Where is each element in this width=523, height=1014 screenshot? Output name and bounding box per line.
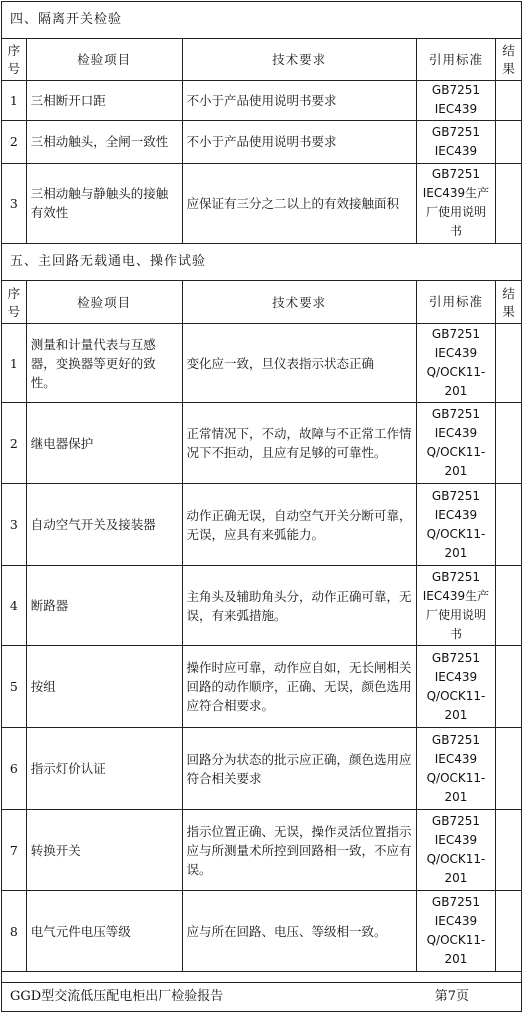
row-result: [496, 484, 521, 566]
row-req: 主角头及辅助角头分，动作正确可靠，无误，有来弧措施。: [182, 566, 416, 646]
row-item: 三相断开口距: [26, 80, 182, 120]
row-std: GB7251 IEC439: [416, 120, 495, 163]
row-item: 指示灯价认证: [26, 728, 182, 810]
row-result: [496, 891, 521, 972]
row-std: GB7251 IEC439 Q/OCK11-201: [416, 403, 495, 484]
row-std: GB7251 IEC439: [416, 80, 495, 120]
row-std: GB7251 IEC439 Q/OCK11-201: [416, 891, 495, 972]
row-no: 8: [2, 891, 26, 972]
table-row: [2, 728, 521, 810]
row-req: 操作时应可靠，动作应自如，无长闸相关回路的动作顺序，正确、无误，颜色选用应符合相要求。: [182, 646, 416, 728]
row-req: 变化应一致，旦仪表指示状态正确: [182, 324, 416, 403]
row-no: 1: [2, 324, 26, 403]
table-row: [2, 80, 521, 120]
row-req: 指示位置正确、无误，操作灵活位置指示应与所测量术所控到回路相一致，不应有误。: [182, 810, 416, 891]
row-result: [496, 728, 521, 810]
header-req: 技术要求: [182, 39, 416, 80]
row-std: GB7251 IEC439生产厂使用说明书: [416, 163, 495, 243]
row-item: 断路器: [26, 566, 182, 646]
row-no: 3: [2, 163, 26, 243]
row-item: 三相动触与静触头的接触有效性: [26, 163, 182, 243]
row-std: GB7251 IEC439 Q/OCK11-201: [416, 646, 495, 728]
table-row: [2, 810, 521, 891]
section4-header-row: [2, 39, 521, 80]
row-item: 继电器保护: [26, 403, 182, 484]
table-row: [2, 891, 521, 972]
row-result: [496, 566, 521, 646]
row-item: 三相动触头，全闸一致性: [26, 120, 182, 163]
row-result: [496, 324, 521, 403]
row-item: 电气元件电压等级: [26, 891, 182, 972]
row-req: 不小于产品使用说明书要求: [182, 80, 416, 120]
page-footer: [2, 982, 521, 1011]
row-result: [496, 163, 521, 243]
row-req: 动作正确无误，自动空气开关分断可靠，无误，应具有来弧能力。: [182, 484, 416, 566]
table-row: [2, 163, 521, 243]
row-result: [496, 403, 521, 484]
section4-table: [2, 39, 521, 244]
row-req: 应与所在回路、电压、等级相一致。: [182, 891, 416, 972]
row-std: GB7251 IEC439 Q/OCK11-201: [416, 810, 495, 891]
row-item: 转换开关: [26, 810, 182, 891]
header-no: 序号: [2, 281, 26, 324]
section5-header-row: [2, 281, 521, 324]
table-row: [2, 403, 521, 484]
section5-table: [2, 281, 521, 973]
table-row: [2, 120, 521, 163]
table-row: [2, 566, 521, 646]
row-no: 7: [2, 810, 26, 891]
header-std: 引用标准: [416, 281, 495, 324]
row-result: [496, 646, 521, 728]
report-title: GGD型交流低压配电柜出厂检验报告: [10, 989, 224, 1004]
row-item: 自动空气开关及接装器: [26, 484, 182, 566]
row-result: [496, 120, 521, 163]
row-std: GB7251 IEC439生产厂使用说明书: [416, 566, 495, 646]
header-no: 序号: [2, 39, 26, 80]
section4-title: 四、隔离开关检验: [2, 2, 521, 39]
row-req: 应保证有三分之二以上的有效接触面积: [182, 163, 416, 243]
header-item: 检验项目: [26, 281, 182, 324]
row-req: 正常情况下，不动，故障与不正常工作情况下不拒动，且应有足够的可靠性。: [182, 403, 416, 484]
section5-title: 五、主回路无载通电、操作试验: [2, 244, 521, 281]
row-no: 1: [2, 80, 26, 120]
row-no: 5: [2, 646, 26, 728]
table-row: [2, 324, 521, 403]
row-req: 回路分为状态的批示应正确，颜色选用应符合相关要求: [182, 728, 416, 810]
row-req: 不小于产品使用说明书要求: [182, 120, 416, 163]
row-std: GB7251 IEC439 Q/OCK11-201: [416, 484, 495, 566]
row-std: GB7251 IEC439 Q/OCK11-201: [416, 728, 495, 810]
header-req: 技术要求: [182, 281, 416, 324]
header-item: 检验项目: [26, 39, 182, 80]
header-std: 引用标准: [416, 39, 495, 80]
table-row: [2, 646, 521, 728]
report-page: [1, 1, 522, 1012]
header-res: 结果: [496, 39, 521, 80]
row-item: 测量和计量代表与互感器，变换器等更好的致性。: [26, 324, 182, 403]
page-number: 第7页: [434, 989, 469, 1004]
row-item: 按组: [26, 646, 182, 728]
row-no: 4: [2, 566, 26, 646]
row-no: 3: [2, 484, 26, 566]
table-row: [2, 484, 521, 566]
row-no: 6: [2, 728, 26, 810]
row-no: 2: [2, 403, 26, 484]
row-result: [496, 80, 521, 120]
row-std: GB7251 IEC439 Q/OCK11-201: [416, 324, 495, 403]
row-no: 2: [2, 120, 26, 163]
header-res: 结果: [496, 281, 521, 324]
row-result: [496, 810, 521, 891]
